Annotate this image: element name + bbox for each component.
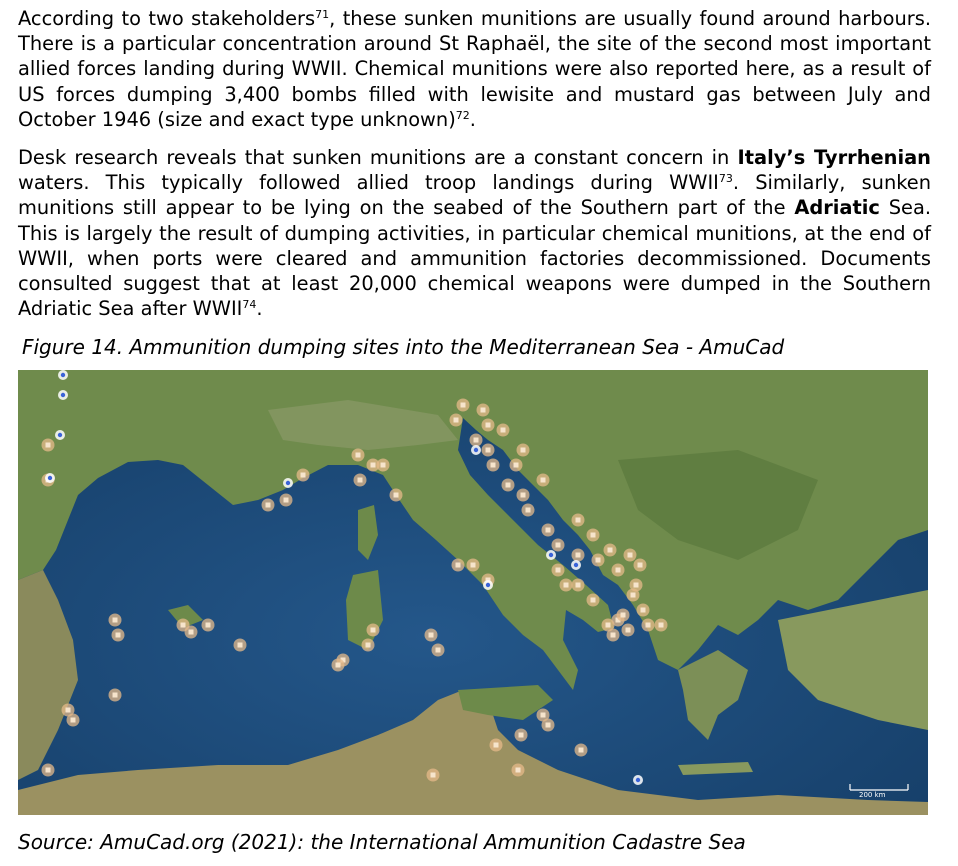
- dumping-site-marker-core: [541, 478, 546, 483]
- dumping-site-marker-core: [474, 438, 479, 443]
- footnote-ref-71[interactable]: 71: [315, 8, 330, 21]
- dumping-site-marker-core: [46, 768, 51, 773]
- dumping-site-marker-core: [113, 618, 118, 623]
- dumping-site-marker-core: [461, 403, 466, 408]
- dumping-site-marker-core: [113, 693, 118, 698]
- dumping-site-marker-core: [454, 418, 459, 423]
- dumping-site-marker-core: [431, 773, 436, 778]
- dumping-site-marker-core: [596, 558, 601, 563]
- dumping-site-marker-core: [579, 748, 584, 753]
- dumping-site-marker-blue-core: [286, 481, 290, 485]
- dumping-site-marker-core: [284, 498, 289, 503]
- dumping-site-marker-core: [206, 623, 211, 628]
- dumping-site-marker-core: [366, 643, 371, 648]
- dumping-site-marker-core: [491, 463, 496, 468]
- dumping-site-marker-core: [516, 768, 521, 773]
- dumping-site-marker-core: [638, 563, 643, 568]
- dumping-site-marker-core: [521, 493, 526, 498]
- dumping-site-marker-blue-core: [61, 373, 65, 377]
- dumping-site-marker-core: [556, 543, 561, 548]
- dumping-site-marker-core: [189, 630, 194, 635]
- dumping-site-marker-blue-core: [549, 553, 553, 557]
- dumping-site-marker-core: [358, 478, 363, 483]
- dumping-site-marker-core: [71, 718, 76, 723]
- dumping-site-marker-core: [46, 443, 51, 448]
- dumping-site-marker-core: [301, 473, 306, 478]
- dumping-site-marker-core: [116, 633, 121, 638]
- dumping-site-marker-core: [546, 528, 551, 533]
- dumping-site-marker-core: [631, 593, 636, 598]
- bold-italy-tyrrhenian: Italy’s Tyrrhenian: [737, 146, 931, 169]
- paragraph-2: Desk research reveals that sunken munitions are a constant concern in Italy’s Tyrrhenian waters. This typically followed allied troop landings during WWII$^{73}$. Similarly, sunken munitions still appear to be lying on the seabed of the Southern part of the Adriatic Sea. This is largely the result of dumping activities, in particular chemical munitions, at the end of WWII, when ports were cleared and ammunition factories decommissioned. Documents consulted suggest that at least 20,000 chemical weapons were dumped in the Southern Adriatic Sea after WWII$^{74}$.: [18, 146, 932, 321]
- dumping-site-marker-core: [481, 408, 486, 413]
- dumping-site-marker-core: [456, 563, 461, 568]
- dumping-site-marker-core: [659, 623, 664, 628]
- dumping-site-marker-core: [576, 583, 581, 588]
- dumping-site-marker-blue-core: [61, 393, 65, 397]
- footnote-ref-74[interactable]: 74: [242, 298, 257, 312]
- dumping-site-marker-core: [66, 708, 71, 713]
- dumping-site-marker-core: [519, 733, 524, 738]
- dumping-site-marker-core: [471, 563, 476, 568]
- dumping-site-marker-core: [238, 643, 243, 648]
- dumping-site-marker-blue-core: [48, 476, 52, 480]
- dumping-site-marker-core: [514, 463, 519, 468]
- dumping-site-marker-core: [556, 568, 561, 573]
- dumping-site-marker-core: [616, 568, 621, 573]
- dumping-site-marker-core: [576, 553, 581, 558]
- dumping-site-marker-core: [591, 533, 596, 538]
- dumping-site-marker-core: [429, 633, 434, 638]
- dumping-site-marker-core: [486, 448, 491, 453]
- dumping-site-marker-core: [641, 608, 646, 613]
- dumping-site-marker-core: [626, 628, 631, 633]
- footnote-ref-72[interactable]: 72: [455, 108, 470, 122]
- dumping-site-marker-core: [541, 713, 546, 718]
- dumping-site-marker-core: [591, 598, 596, 603]
- dumping-site-marker-core: [606, 623, 611, 628]
- dumping-site-marker-blue-core: [474, 448, 478, 452]
- dumping-site-marker-core: [371, 463, 376, 468]
- dumping-site-marker-core: [494, 743, 499, 748]
- dumping-site-marker-core: [336, 663, 341, 668]
- dumping-site-marker-core: [394, 493, 399, 498]
- bold-adriatic: Adriatic: [794, 196, 880, 220]
- dumping-site-marker-core: [381, 463, 386, 468]
- dumping-site-marker-core: [621, 613, 626, 618]
- dumping-site-marker-core: [608, 548, 613, 553]
- scale-label: 200 km: [859, 791, 886, 799]
- dumping-site-marker-core: [436, 648, 441, 653]
- dumping-site-marker-core: [266, 503, 271, 508]
- dumping-site-marker-core: [546, 723, 551, 728]
- dumping-site-marker-core: [564, 583, 569, 588]
- dumping-site-marker-core: [526, 508, 531, 513]
- dumping-site-marker-core: [521, 448, 526, 453]
- dumping-site-marker-core: [576, 518, 581, 523]
- dumping-site-marker-blue-core: [486, 583, 490, 587]
- source-caption: Source: AmuCad.org (2021): the International Ammunition Cadastre Sea: [18, 830, 746, 854]
- dumping-site-marker-core: [356, 453, 361, 458]
- dumping-site-marker-core: [371, 628, 376, 633]
- dumping-site-marker-core: [628, 553, 633, 558]
- dumping-site-marker-core: [634, 583, 639, 588]
- dumping-site-marker-blue-core: [636, 778, 640, 782]
- dumping-site-marker-core: [506, 483, 511, 488]
- dumping-site-marker-blue-core: [574, 563, 578, 567]
- paragraph-1: According to two stakeholders$^{71}$, these sunken munitions are usually found around harbours. There is a particular concentration around St Raphaël, the site of the second most important allied forces landing during WWII. Chemical munitions were also reported here, as a result of US forces dumping 3,400 bombs filled with lewisite and mustard gas between July and October 1946 (size and exact type unknown)$^{72}$.: [18, 7, 931, 131]
- figure-caption: Figure 14. Ammunition dumping sites into the Mediterranean Sea - AmuCad: [22, 335, 785, 359]
- dumping-site-marker-blue-core: [58, 433, 62, 437]
- dumping-site-marker-core: [646, 623, 651, 628]
- dumping-site-marker-core: [501, 428, 506, 433]
- dumping-site-marker-core: [181, 623, 186, 628]
- footnote-ref-73[interactable]: 73: [718, 172, 733, 186]
- dumping-site-marker-core: [486, 423, 491, 428]
- mediterranean-map-image: [18, 370, 928, 815]
- dumping-site-marker-core: [611, 633, 616, 638]
